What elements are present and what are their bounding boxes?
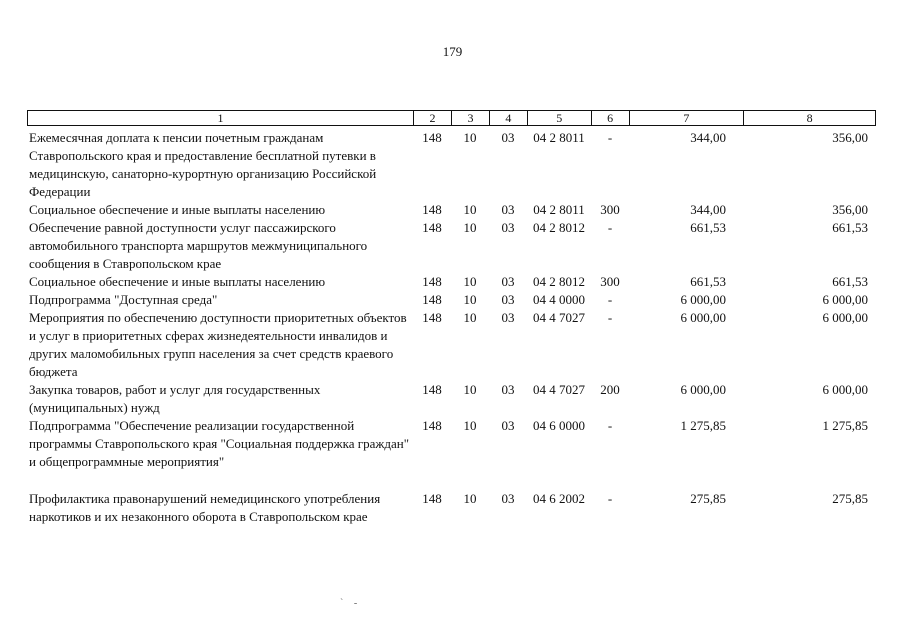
page-number: 179 — [442, 44, 463, 59]
cell-target-article: 04 4 0000 — [533, 292, 585, 307]
cell-target-article: 04 4 7027 — [533, 382, 585, 397]
cell-amount-1: 6 000,00 — [680, 382, 726, 397]
cell-section: 10 — [463, 130, 477, 145]
scan-artifact: ` - — [340, 598, 362, 609]
cell-amount-1: 6 000,00 — [680, 292, 726, 307]
cell-amount-1: 6 000,00 — [680, 310, 726, 325]
cell-section: 10 — [463, 491, 477, 506]
cell-subsection: 03 — [501, 202, 515, 217]
cell-amount-2: 6 000,00 — [822, 310, 868, 325]
cell-section: 10 — [463, 220, 477, 235]
row-name: Закупка товаров, работ и услуг для государственных (муниципальных) нужд — [29, 382, 321, 415]
cell-amount-1: 344,00 — [690, 202, 726, 217]
cell-target-article: 04 6 0000 — [533, 418, 585, 433]
cell-target-article: 04 4 7027 — [533, 310, 585, 325]
cell-target-article: 04 2 8011 — [533, 202, 585, 217]
cell-subsection: 03 — [501, 274, 515, 289]
cell-amount-1: 1 275,85 — [680, 418, 726, 433]
cell-target-article: 04 2 8012 — [533, 220, 585, 235]
cell-expense-type: 300 — [600, 202, 620, 217]
table-row — [27, 291, 876, 309]
cell-subsection: 03 — [501, 382, 515, 397]
cell-amount-2: 6 000,00 — [822, 292, 868, 307]
cell-subsection: 03 — [501, 130, 515, 145]
table-row — [27, 129, 876, 201]
table-row — [27, 417, 876, 471]
cell-ministry: 148 — [422, 491, 442, 506]
cell-ministry: 148 — [422, 130, 442, 145]
cell-amount-2: 356,00 — [832, 202, 868, 217]
header-col-2: 2 — [413, 111, 451, 125]
cell-ministry: 148 — [422, 220, 442, 235]
header-col-3: 3 — [451, 111, 489, 125]
cell-expense-type: - — [607, 292, 613, 307]
cell-ministry: 148 — [422, 292, 442, 307]
cell-amount-1: 344,00 — [690, 130, 726, 145]
cell-amount-1: 275,85 — [690, 491, 726, 506]
cell-amount-2: 661,53 — [832, 274, 868, 289]
table-row — [27, 490, 876, 526]
cell-section: 10 — [463, 292, 477, 307]
cell-expense-type: 300 — [600, 274, 620, 289]
row-name: Ежемесячная доплата к пенсии почетным гражданам Ставропольского края и предоставление бесплатной путевки в медицинскую, санаторно-курортную организацию Российской Федерации — [29, 130, 377, 199]
cell-target-article: 04 2 8011 — [533, 130, 585, 145]
header-col-4: 4 — [489, 111, 527, 125]
cell-ministry: 148 — [422, 310, 442, 325]
table-row — [27, 201, 876, 219]
header-col-7: 7 — [629, 111, 744, 125]
row-name: Социальное обеспечение и иные выплаты населению — [29, 274, 326, 289]
cell-amount-2: 275,85 — [832, 491, 868, 506]
row-name: Мероприятия по обеспечению доступности приоритетных объектов и услуг в приоритетных сферах жизнедеятельности инвалидов и других маломобильных групп населения за счет средств краевого бюджета — [29, 310, 407, 379]
cell-ministry: 148 — [422, 418, 442, 433]
cell-ministry: 148 — [422, 202, 442, 217]
header-col-6: 6 — [591, 111, 629, 125]
cell-amount-1: 661,53 — [690, 274, 726, 289]
cell-expense-type: - — [607, 310, 613, 325]
table-header — [27, 110, 876, 126]
header-col-8: 8 — [743, 111, 875, 125]
table-row — [27, 219, 876, 273]
cell-expense-type: - — [607, 418, 613, 433]
cell-amount-1: 661,53 — [690, 220, 726, 235]
row-name: Подпрограмма "Обеспечение реализации государственной программы Ставропольского края "Социальная поддержка граждан" и общепрограммные мероприятия" — [29, 418, 410, 469]
cell-target-article: 04 2 8012 — [533, 274, 585, 289]
table-row — [27, 381, 876, 417]
table-row — [27, 273, 876, 291]
cell-amount-2: 1 275,85 — [822, 418, 868, 433]
cell-expense-type: - — [607, 220, 613, 235]
cell-subsection: 03 — [501, 418, 515, 433]
row-name: Обеспечение равной доступности услуг пассажирского автомобильного транспорта маршрутов межмуниципального сообщения в Ставропольском крае — [29, 220, 368, 271]
cell-expense-type: - — [607, 130, 613, 145]
cell-subsection: 03 — [501, 310, 515, 325]
cell-ministry: 148 — [422, 274, 442, 289]
cell-amount-2: 356,00 — [832, 130, 868, 145]
header-col-5: 5 — [527, 111, 591, 125]
cell-amount-2: 6 000,00 — [822, 382, 868, 397]
cell-subsection: 03 — [501, 220, 515, 235]
cell-target-article: 04 6 2002 — [533, 491, 585, 506]
cell-section: 10 — [463, 274, 477, 289]
cell-expense-type: - — [607, 491, 613, 506]
header-col-1: 1 — [217, 111, 224, 125]
cell-section: 10 — [463, 310, 477, 325]
cell-section: 10 — [463, 418, 477, 433]
cell-amount-2: 661,53 — [832, 220, 868, 235]
cell-section: 10 — [463, 382, 477, 397]
row-name: Профилактика правонарушений немедицинского употребления наркотиков и их незаконного оборота в Ставропольском крае — [29, 491, 381, 524]
cell-expense-type: 200 — [600, 382, 620, 397]
budget-table — [27, 110, 876, 524]
row-name: Социальное обеспечение и иные выплаты населению — [29, 202, 326, 217]
cell-ministry: 148 — [422, 382, 442, 397]
cell-subsection: 03 — [501, 292, 515, 307]
cell-section: 10 — [463, 202, 477, 217]
cell-subsection: 03 — [501, 491, 515, 506]
row-name: Подпрограмма "Доступная среда" — [29, 292, 218, 307]
table-row — [27, 309, 876, 381]
